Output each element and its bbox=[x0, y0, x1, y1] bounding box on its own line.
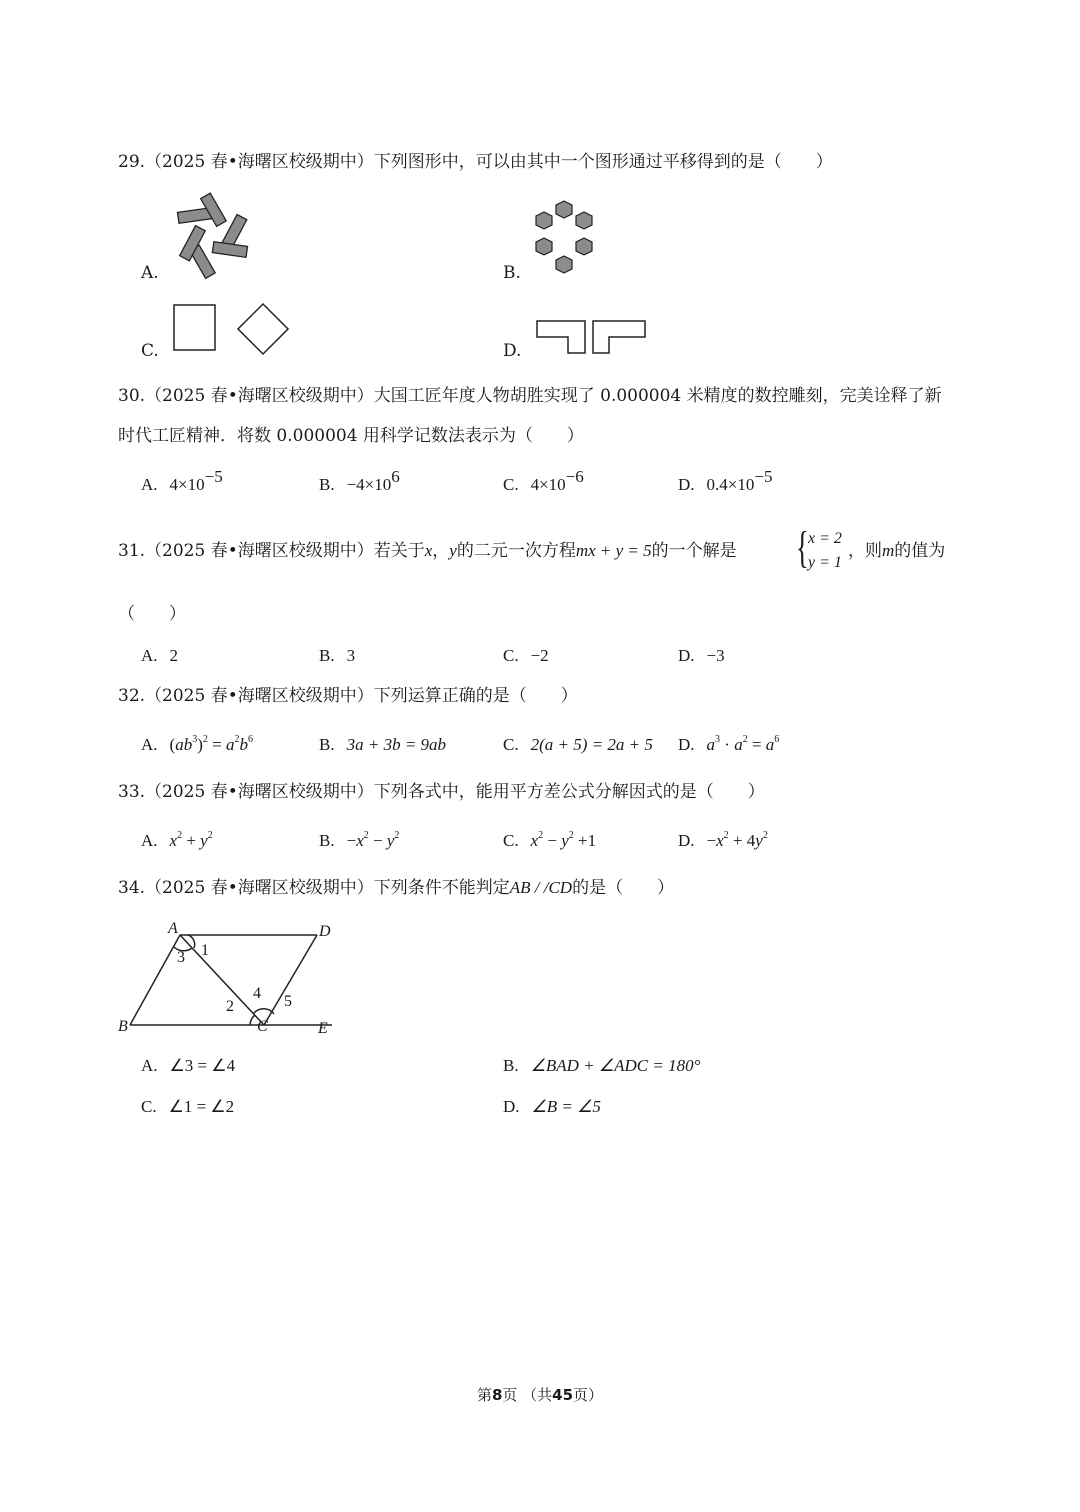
q30-stem-line2: 时代工匠精神．将数 0.000004 用科学记数法表示为（ ） bbox=[118, 426, 584, 446]
q31-stem-left: 31.（2025 春•海曙区校级期中）若关于x，y的二元一次方程mx + y = 5的一个解是 bbox=[118, 541, 737, 561]
q29-option-c-figure bbox=[170, 302, 295, 358]
q32-option-c: C. 2(a + 5) = 2a + 5 bbox=[503, 735, 653, 754]
q34-point-d-label: D bbox=[319, 923, 331, 940]
q29-option-b-label: B. bbox=[503, 263, 521, 283]
q29-option-a-label: A. bbox=[141, 263, 159, 283]
q31-option-d: D. −3 bbox=[678, 646, 725, 665]
q32-option-a: A. $(ab^3)^2 = a^2b^6$ bbox=[141, 734, 253, 754]
q29-option-c-label: C. bbox=[141, 341, 159, 361]
current-page-number: 8 bbox=[491, 1386, 503, 1404]
q34-angle-5-label: 5 bbox=[284, 993, 292, 1010]
q34-point-e-label: E bbox=[318, 1020, 328, 1037]
q34-angle-1-label: 1 bbox=[201, 942, 209, 959]
total-page-count: 45 bbox=[552, 1386, 574, 1404]
q34-point-c-label: C bbox=[257, 1018, 268, 1035]
q34-point-a-label: A bbox=[168, 920, 178, 937]
q34-option-d: D. ∠B = ∠5 bbox=[503, 1097, 601, 1116]
q33-option-c: C. $x^2 - y^2 +1$ bbox=[503, 830, 597, 850]
q32-option-b: B. 3a + 3b = 9ab bbox=[319, 735, 447, 754]
q30-option-a: A. $4\times 10^{-5}$ bbox=[141, 467, 223, 494]
q30-option-c: C. $4\times 10^{-6}$ bbox=[503, 467, 584, 494]
q29-option-d-figure bbox=[533, 317, 651, 357]
q33-option-a: A. $x^2 + y^2$ bbox=[141, 830, 213, 850]
q30-stem-line1: 30.（2025 春•海曙区校级期中）大国工匠年度人物胡胜实现了 0.000004 米精度的数控雕刻，完美诠释了新 bbox=[118, 386, 942, 406]
q32-option-d: D. $a^3 \cdot a^2 = a^6$ bbox=[678, 734, 780, 754]
q34-angle-2-label: 2 bbox=[226, 998, 234, 1015]
q30-option-b: B. $-4\times 10^6$ bbox=[319, 467, 400, 494]
q29-stem: 29.（2025 春•海曙区校级期中）下列图形中，可以由其中一个图形通过平移得到的是（ ） bbox=[118, 152, 833, 172]
q32-stem: 32.（2025 春•海曙区校级期中）下列运算正确的是（ ） bbox=[118, 686, 578, 706]
q31-equation-system: { x = 2 y = 1 bbox=[796, 523, 842, 572]
q31-stem-right: ，则m的值为 bbox=[848, 541, 946, 561]
q33-option-d: D. $-x^2 + 4y^2$ bbox=[678, 830, 768, 850]
q34-stem: 34.（2025 春•海曙区校级期中）下列条件不能判定AB / /CD的是（ ） bbox=[118, 878, 675, 898]
q33-stem: 33.（2025 春•海曙区校级期中）下列各式中，能用平方差公式分解因式的是（ ） bbox=[118, 782, 765, 802]
q33-option-b: B. $-x^2 - y^2$ bbox=[319, 830, 400, 850]
q29-option-a-figure bbox=[170, 188, 260, 280]
q34-option-c: C. ∠1 = ∠2 bbox=[141, 1097, 235, 1116]
q34-option-b: B. ∠BAD + ∠ADC = 180° bbox=[503, 1056, 701, 1075]
q31-option-c: C. −2 bbox=[503, 646, 549, 665]
q30-option-d: D. $0.4\times 10^{-5}$ bbox=[678, 467, 773, 494]
q29-option-d-label: D. bbox=[503, 341, 522, 361]
q34-option-a: A. ∠3 = ∠4 bbox=[141, 1056, 236, 1075]
q34-angle-4-label: 4 bbox=[253, 985, 261, 1002]
q34-point-b-label: B bbox=[118, 1018, 128, 1035]
q31-option-b: B. 3 bbox=[319, 646, 356, 665]
q31-option-a: A. 2 bbox=[141, 646, 179, 665]
q29-option-b-figure bbox=[526, 198, 596, 280]
q34-geometry-figure bbox=[112, 915, 344, 1040]
q31-answer-paren: （ ） bbox=[118, 604, 186, 624]
page-footer: 第8页 （共45页） bbox=[476, 1386, 604, 1404]
q34-angle-3-label: 3 bbox=[177, 949, 185, 966]
